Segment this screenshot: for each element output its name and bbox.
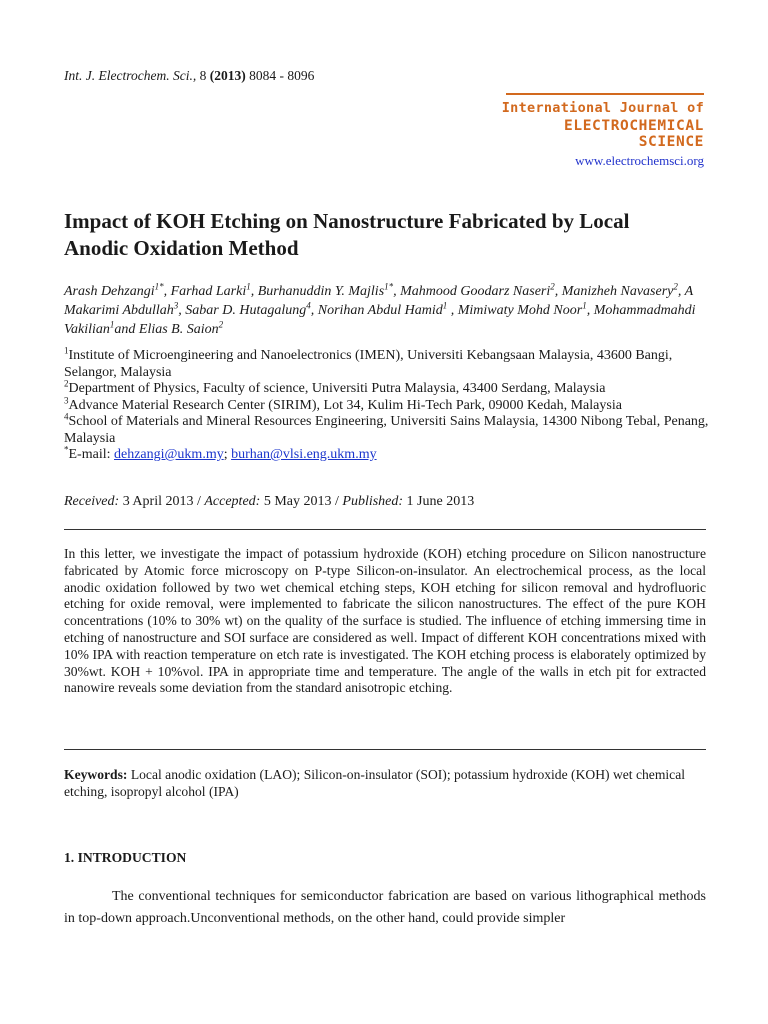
date-separator: /: [193, 494, 205, 509]
email-sup: *: [64, 444, 69, 455]
affiliations: [64, 345, 714, 464]
intro-paragraph: The conventional techniques for semiconductor fabrication are based on various lithographical methods in top-down approach.Unconventional methods, on the other hand, could provide simpler: [64, 889, 706, 926]
citation-volume: 8: [199, 68, 207, 83]
abstract-bottom-rule: [64, 749, 706, 750]
email-separator: ;: [223, 447, 232, 462]
affiliation-text: Institute of Microengineering and Nanoelectronics (IMEN), Universiti Kebangsaan Malaysia, 43600 Bangi, Selangor, Malaysia: [64, 348, 673, 380]
author-name: Sabar D. Hutagalung: [185, 303, 307, 318]
author-affiliation-sup: 2: [673, 281, 678, 292]
author-separator: ,: [250, 284, 258, 299]
email-link-1[interactable]: dehzangi@ukm.my: [114, 447, 224, 462]
author-name: Mahmood Goodarz Naseri: [400, 284, 551, 299]
journal-name-line1: International Journal of: [501, 100, 704, 116]
citation-line: [64, 68, 314, 84]
paper-title: [64, 208, 724, 262]
author-list: [64, 282, 710, 339]
affiliation-sup: 1: [64, 345, 69, 356]
author-name: Burhanuddin Y. Majlis: [257, 284, 385, 299]
journal-url-link[interactable]: www.electrochemsci.org: [575, 153, 704, 168]
published-date: 1 June 2013: [403, 494, 475, 509]
affiliation-sup: 3: [64, 394, 69, 405]
affiliation-list: [64, 345, 714, 447]
citation-year: (2013): [209, 68, 246, 83]
author-name: Manizheh Navasery: [561, 284, 674, 299]
section-heading: 1. INTRODUCTION: [64, 850, 187, 865]
affiliation-sup: 2: [64, 378, 69, 389]
author-separator: ,: [393, 284, 401, 299]
author-separator: ,: [677, 284, 685, 299]
author-name: Norihan Abdul Hamid: [317, 303, 443, 318]
email-label: E-mail:: [68, 447, 114, 462]
author-affiliation-sup: 2: [218, 319, 224, 330]
author-separator: and: [114, 322, 139, 337]
keywords-text: Local anodic oxidation (LAO); Silicon-on-insulator (SOI); potassium hydroxide (KOH) wet chemical etching, isopropyl alcohol (IPA): [64, 767, 686, 799]
journal-header-rule: [506, 93, 704, 95]
author-separator: ,: [447, 303, 458, 318]
paper-title-line2: Anodic Oxidation Method: [64, 236, 299, 260]
author-name: Arash Dehzangi: [64, 284, 155, 299]
author-affiliation-sup: 1*: [384, 281, 394, 292]
author-affiliation-sup: 1: [442, 300, 448, 311]
author-separator: ,: [554, 284, 562, 299]
affiliation-text: Department of Physics, Faculty of science, Universiti Putra Malaysia, 43400 Serdang, Malaysia: [68, 381, 606, 396]
abstract-top-rule: [64, 529, 706, 530]
journal-name-line2: ELECTROCHEMICAL: [564, 118, 704, 134]
author-name: Mohammadmahdi Vakilian: [64, 303, 696, 337]
published-label: Published:: [342, 494, 404, 509]
journal-logo-block: [502, 100, 704, 169]
author-name: Mimiwaty Mohd Noor: [457, 303, 583, 318]
accepted-date: 5 May 2013: [260, 494, 332, 509]
author-name: A Makarimi Abdullah: [64, 284, 693, 318]
author-separator: ,: [310, 303, 318, 318]
citation-pages: 8084 - 8096: [249, 68, 315, 83]
author-name: Farhad Larki: [170, 284, 247, 299]
affiliation-item: [64, 394, 714, 415]
author-affiliation-sup: 1*: [154, 281, 164, 292]
received-date: 3 April 2013: [119, 494, 194, 509]
affiliation-sup: 4: [64, 411, 69, 422]
abstract-text: In this letter, we investigate the impact of potassium hydroxide (KOH) etching procedure on Silicon nanostructure fabricated by Atomic force microscopy on P-type Silicon-on-insulator. An electrochemical process, as the local anodic oxidation followed by two wet chemical etching steps, KOH etching for silicon removal and hydrofluoric etching for oxide removal, were implemented to fabricate the silicon nanostructures. The effect of the pure KOH concentrations (10% to 30% wt) on the quality of the surface is studied. The influence of etching immersing time in etching of nanostructure and SOI surface are considered as well. Impact of different KOH concentrations mixed with 10% IPA with reaction temperature on etch rate is investigated. The KOH etching process is elaborately optimized by 30%wt. KOH + 10%vol. IPA in appropriate time and temperature. The angle of the walls in etch pit for extracted nanowire reveals some deviation from the standard anisotropic etching.: [64, 546, 706, 696]
author-affiliation-sup: 1: [109, 319, 115, 330]
author-separator: ,: [178, 303, 186, 318]
author-affiliation-sup: 2: [550, 281, 555, 292]
email-line: [64, 444, 714, 464]
paper-title-line1: Impact of KOH Etching on Nanostructure Fabricated by Local: [64, 209, 630, 233]
affiliation-text: School of Materials and Mineral Resources Engineering, Universiti Sains Malaysia, 14300 Nibong Tebal, Penang, Malaysia: [64, 414, 709, 446]
author-separator: ,: [163, 284, 171, 299]
accepted-label: Accepted:: [204, 494, 261, 509]
date-separator: /: [331, 494, 343, 509]
keywords-label: Keywords:: [64, 767, 128, 782]
affiliation-text: Advance Material Research Center (SIRIM), Lot 34, Kulim Hi-Tech Park, 09000 Kedah, Malaysia: [68, 397, 622, 413]
author-affiliation-sup: 4: [306, 300, 311, 311]
journal-name-line3: SCIENCE: [638, 134, 704, 150]
affiliation-item: [64, 345, 714, 381]
author-name: Elias B. Saion: [138, 322, 219, 337]
citation-journal: Int. J. Electrochem. Sci.,: [64, 68, 197, 83]
author-affiliation-sup: 3: [173, 300, 179, 311]
email-link-2[interactable]: burhan@vlsi.eng.ukm.my: [231, 447, 377, 462]
publication-dates: [64, 494, 474, 510]
keywords: [64, 766, 706, 800]
affiliation-item: [64, 411, 714, 447]
received-label: Received:: [64, 494, 120, 509]
affiliation-item: [64, 378, 714, 398]
author-affiliation-sup: 1: [582, 300, 587, 311]
author-affiliation-sup: 1: [246, 281, 251, 292]
author-separator: ,: [586, 303, 594, 318]
